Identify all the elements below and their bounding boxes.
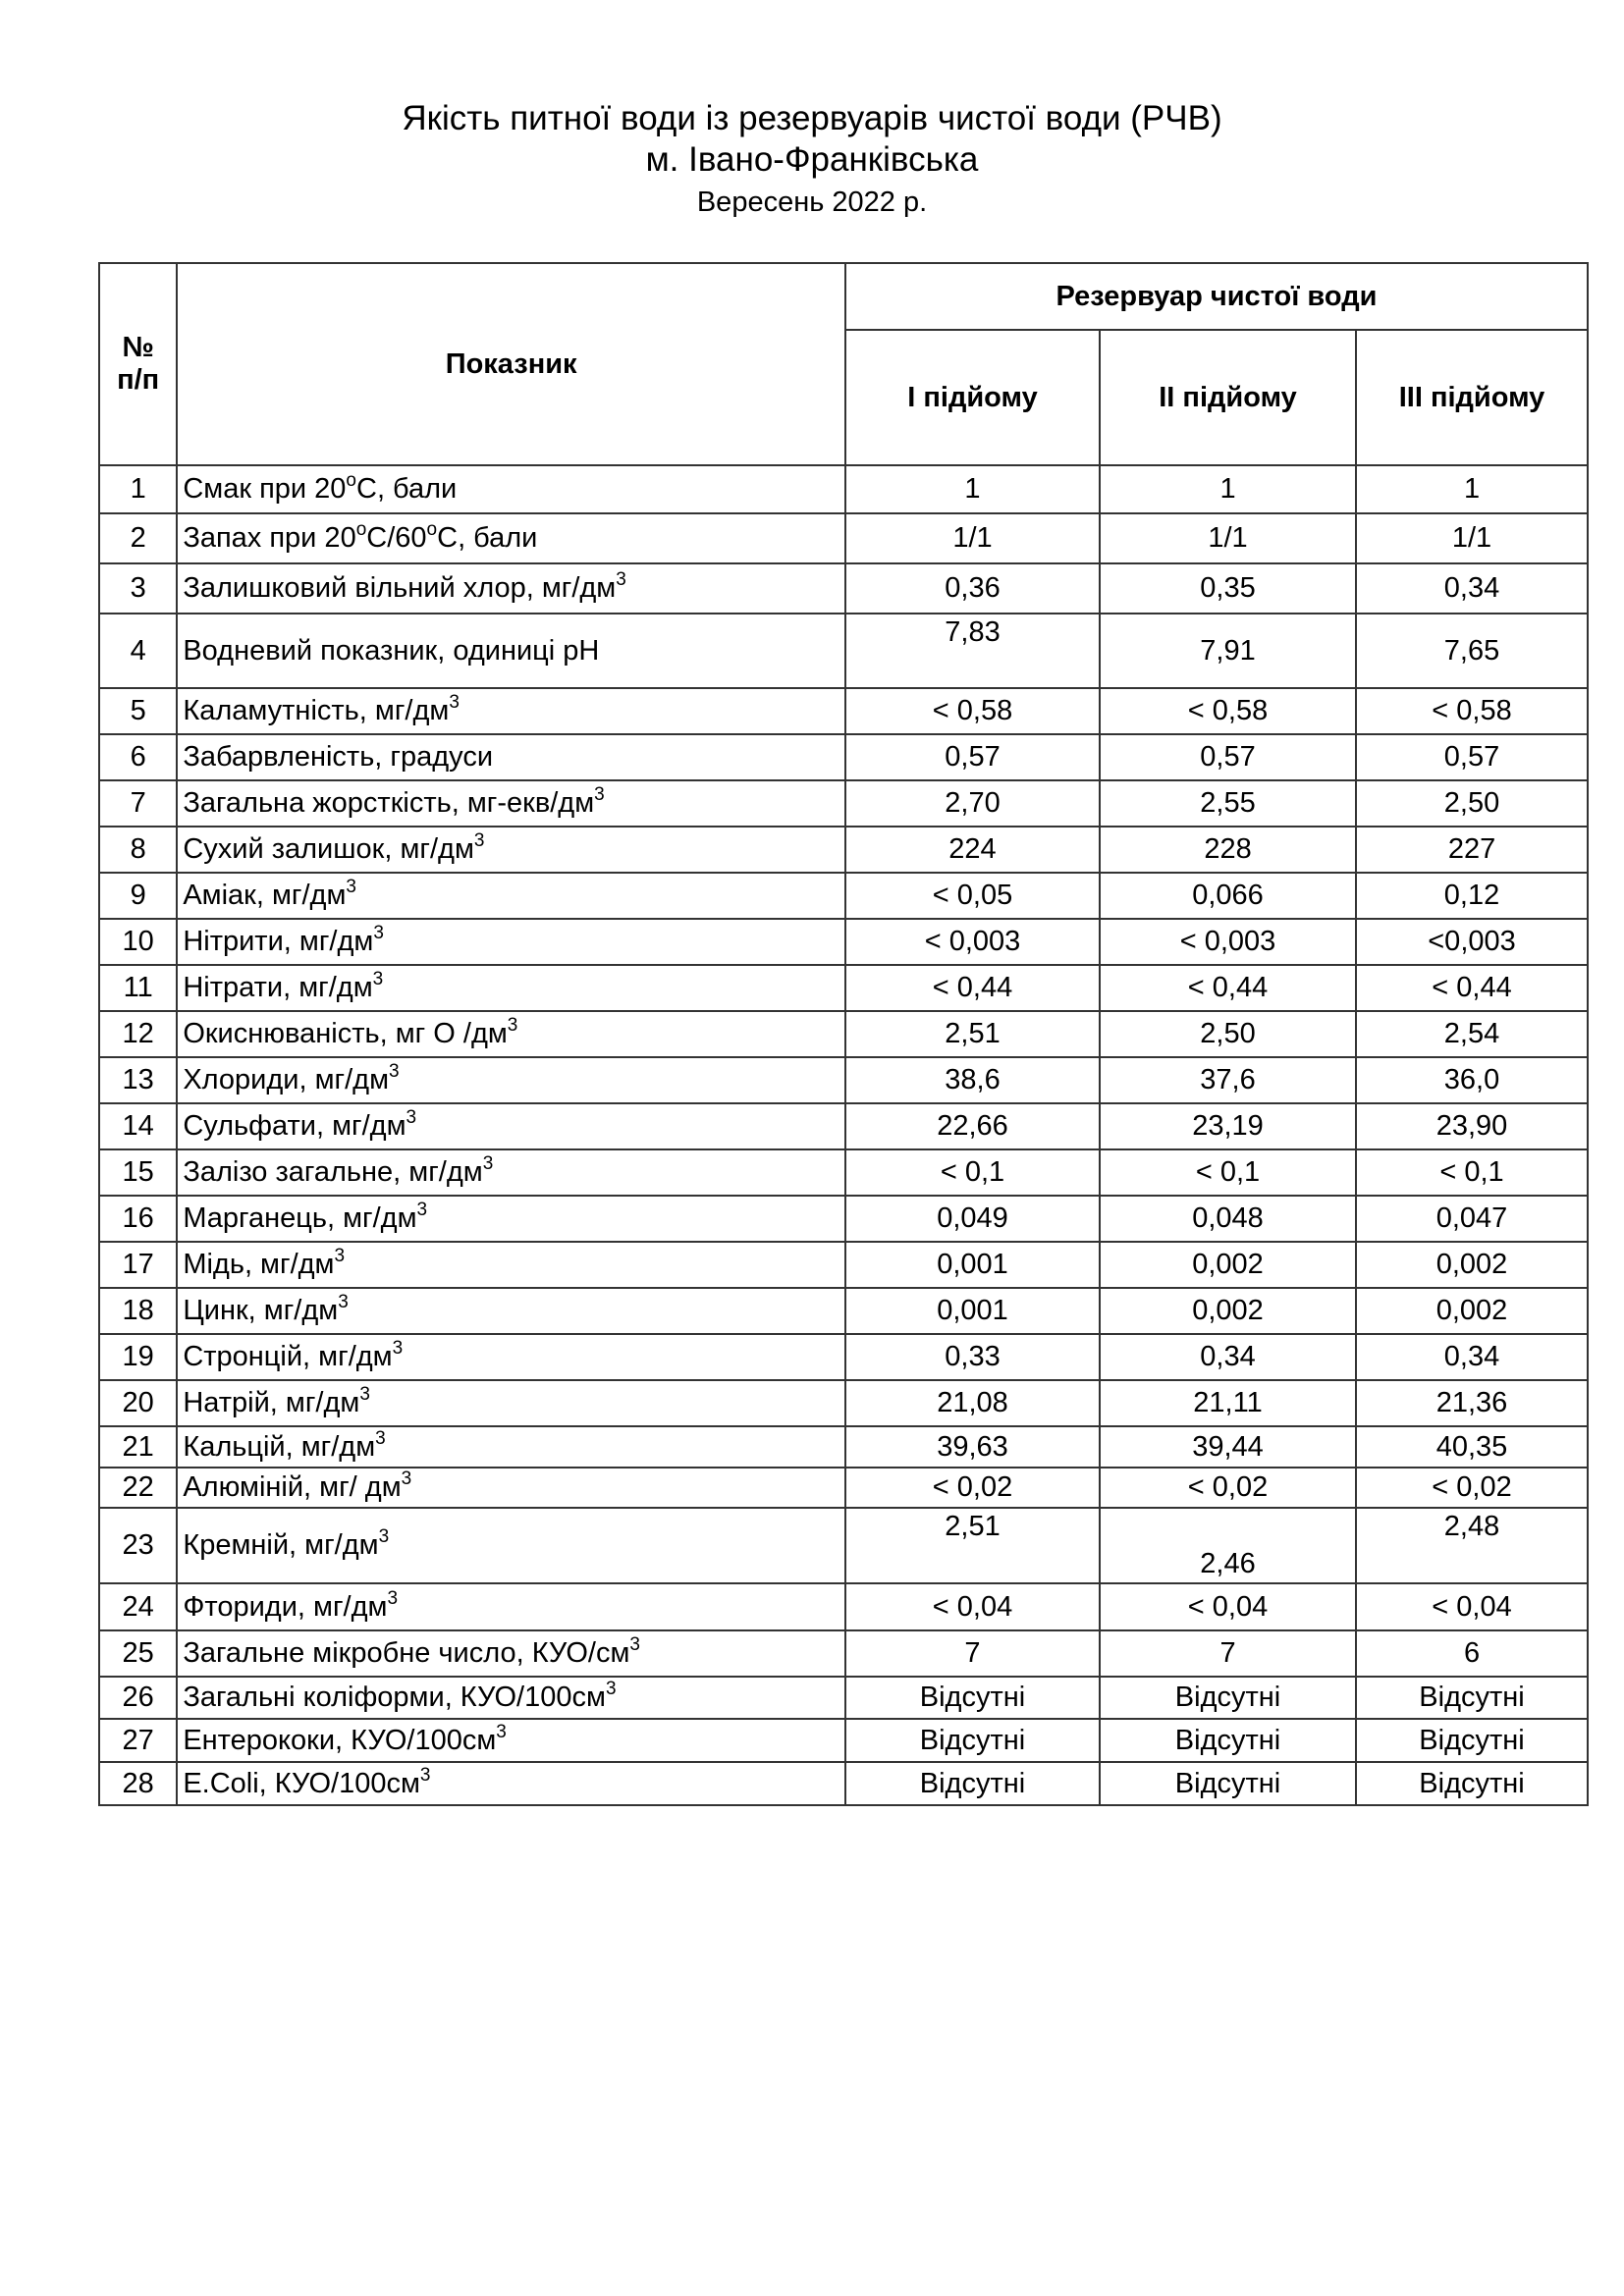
table-row [99, 1762, 1588, 1805]
row-indicator: Цинк, $мг/дм^3$ [177, 1288, 845, 1334]
column-group-reservoir: Резервуар чистої води [845, 263, 1588, 330]
row-number: 7 [99, 780, 177, 827]
row-value-lift-1: 0,049 [845, 1196, 1100, 1242]
row-number: 26 [99, 1677, 177, 1719]
document-city: м. Івано-Франківська [645, 140, 979, 179]
row-value-lift-1: 7 [845, 1630, 1100, 1677]
row-value-lift-2: < 0,02 [1100, 1468, 1356, 1508]
row-value-lift-3: 0,12 [1356, 873, 1588, 919]
row-value-lift-1: 39,63 [845, 1426, 1100, 1468]
row-value-lift-1: Відсутні [845, 1677, 1100, 1719]
row-value-lift-1: Відсутні [845, 1762, 1100, 1805]
table-row [99, 1677, 1588, 1719]
row-value-lift-2: 0,35 [1100, 563, 1356, 614]
row-value-lift-1: 1 [845, 465, 1100, 513]
row-value-lift-1: 0,36 [845, 563, 1100, 614]
table-row [99, 873, 1588, 919]
row-indicator: Залізо загальне, $мг/дм^3$ [177, 1149, 845, 1196]
table-row [99, 919, 1588, 965]
table-row [99, 513, 1588, 563]
row-value-lift-1: < 0,02 [845, 1468, 1100, 1508]
table-row [99, 1288, 1588, 1334]
row-value-lift-1: < 0,04 [845, 1583, 1100, 1630]
row-number: 20 [99, 1380, 177, 1426]
table-row [99, 1149, 1588, 1196]
row-number: 3 [99, 563, 177, 614]
row-indicator: Каламутність, $мг/дм^3$ [177, 688, 845, 734]
row-value-lift-1: 22,66 [845, 1103, 1100, 1149]
row-value-lift-2: 1/1 [1100, 513, 1356, 563]
row-value-lift-2: 39,44 [1100, 1426, 1356, 1468]
water-quality-table [98, 262, 1589, 1806]
row-number: 19 [99, 1334, 177, 1380]
row-value-lift-3: Відсутні [1356, 1762, 1588, 1805]
row-value-lift-3: 36,0 [1356, 1057, 1588, 1103]
number-abbrev: п/п [117, 364, 160, 396]
row-number: 10 [99, 919, 177, 965]
row-indicator: Забарвленість, градуси [177, 734, 845, 780]
row-indicator: E.Coli, КУО/$100см^3$ [177, 1762, 845, 1805]
row-value-lift-3: < 0,1 [1356, 1149, 1588, 1196]
row-value-lift-3: 2,54 [1356, 1011, 1588, 1057]
row-indicator: Смак при 20$^o$С, бали [177, 465, 845, 513]
row-value-lift-2: 2,50 [1100, 1011, 1356, 1057]
row-value-lift-3: 40,35 [1356, 1426, 1588, 1468]
table-row [99, 1468, 1588, 1508]
row-value-lift-1: 0,001 [845, 1242, 1100, 1288]
row-value-lift-3: 227 [1356, 827, 1588, 873]
row-number: 9 [99, 873, 177, 919]
row-value-lift-3: 23,90 [1356, 1103, 1588, 1149]
row-value-lift-3: < 0,02 [1356, 1468, 1588, 1508]
row-value-lift-1: 0,57 [845, 734, 1100, 780]
row-value-lift-2: 0,066 [1100, 873, 1356, 919]
row-value-lift-2: 7,91 [1100, 614, 1356, 688]
row-value-lift-3: Відсутні [1356, 1719, 1588, 1762]
row-value-lift-3: 0,002 [1356, 1288, 1588, 1334]
row-value-lift-2: 0,002 [1100, 1242, 1356, 1288]
row-number: 18 [99, 1288, 177, 1334]
row-number: 15 [99, 1149, 177, 1196]
row-value-lift-2: 2,46 [1100, 1508, 1356, 1583]
row-value-lift-1: < 0,58 [845, 688, 1100, 734]
row-indicator: Стронцій, $мг/дм^3$ [177, 1334, 845, 1380]
row-value-lift-3: 0,34 [1356, 563, 1588, 614]
row-indicator: Сухий залишок, $мг/дм^3$ [177, 827, 845, 873]
row-value-lift-3: 2,50 [1356, 780, 1588, 827]
row-number: 24 [99, 1583, 177, 1630]
row-value-lift-1: 7,83 [845, 614, 1100, 688]
row-value-lift-1: 2,51 [845, 1011, 1100, 1057]
row-value-lift-1: < 0,003 [845, 919, 1100, 965]
row-number: 14 [99, 1103, 177, 1149]
row-number: 27 [99, 1719, 177, 1762]
table-body [99, 465, 1588, 1805]
table-row [99, 1334, 1588, 1380]
document-header [0, 98, 1624, 222]
row-value-lift-1: Відсутні [845, 1719, 1100, 1762]
row-value-lift-2: 0,048 [1100, 1196, 1356, 1242]
row-value-lift-2: < 0,1 [1100, 1149, 1356, 1196]
row-indicator: Натрій, $мг/дм^3$ [177, 1380, 845, 1426]
row-value-lift-2: 0,002 [1100, 1288, 1356, 1334]
row-number: 25 [99, 1630, 177, 1677]
table-row [99, 1103, 1588, 1149]
row-value-lift-2: < 0,58 [1100, 688, 1356, 734]
row-value-lift-2: Відсутні [1100, 1762, 1356, 1805]
table-row [99, 563, 1588, 614]
row-value-lift-2: 7 [1100, 1630, 1356, 1677]
row-indicator: Марганець, $мг/дм^3$ [177, 1196, 845, 1242]
row-value-lift-1: 0,33 [845, 1334, 1100, 1380]
row-indicator: Мідь, $мг/дм^3$ [177, 1242, 845, 1288]
row-value-lift-1: 2,70 [845, 780, 1100, 827]
row-value-lift-2: 0,34 [1100, 1334, 1356, 1380]
row-value-lift-3: 6 [1356, 1630, 1588, 1677]
row-number: 17 [99, 1242, 177, 1288]
table-row [99, 1426, 1588, 1468]
row-value-lift-1: < 0,1 [845, 1149, 1100, 1196]
row-number: 22 [99, 1468, 177, 1508]
row-value-lift-1: < 0,44 [845, 965, 1100, 1011]
row-indicator: Водневий показник, одиниці pH [177, 614, 845, 688]
row-number: 8 [99, 827, 177, 873]
table-row [99, 965, 1588, 1011]
row-indicator: Аміак, $мг/дм^3$ [177, 873, 845, 919]
row-value-lift-3: Відсутні [1356, 1677, 1588, 1719]
row-indicator: Окиснюваність, мг О $/дм^3$ [177, 1011, 845, 1057]
row-indicator: Залишковий вільний хлор, $мг/дм^3$ [177, 563, 845, 614]
row-number: 5 [99, 688, 177, 734]
row-value-lift-3: 0,34 [1356, 1334, 1588, 1380]
row-value-lift-1: 0,001 [845, 1288, 1100, 1334]
row-indicator: Сульфати, $мг/дм^3$ [177, 1103, 845, 1149]
row-number: 1 [99, 465, 177, 513]
row-value-lift-2: < 0,04 [1100, 1583, 1356, 1630]
table-row [99, 1196, 1588, 1242]
row-number: 23 [99, 1508, 177, 1583]
row-indicator: Загальне мікробне число, КУО/$см^3$ [177, 1630, 845, 1677]
number-sign: № [122, 332, 154, 363]
column-header-lift-2: ІІ підйому [1100, 330, 1356, 465]
row-number: 11 [99, 965, 177, 1011]
row-number: 6 [99, 734, 177, 780]
row-value-lift-3: < 0,58 [1356, 688, 1588, 734]
row-number: 4 [99, 614, 177, 688]
row-value-lift-2: Відсутні [1100, 1677, 1356, 1719]
row-indicator: Хлориди, $мг/дм^3$ [177, 1057, 845, 1103]
table-row [99, 1380, 1588, 1426]
row-value-lift-3: 2,48 [1356, 1508, 1588, 1583]
row-value-lift-3: <0,003 [1356, 919, 1588, 965]
column-header-lift-3: ІІІ підйому [1356, 330, 1588, 465]
row-value-lift-1: 21,08 [845, 1380, 1100, 1426]
row-value-lift-1: 2,51 [845, 1508, 1100, 1583]
table-row [99, 1057, 1588, 1103]
table-row [99, 688, 1588, 734]
row-indicator: Загальна жорсткість, $мг-екв/дм^3$ [177, 780, 845, 827]
row-value-lift-3: < 0,04 [1356, 1583, 1588, 1630]
row-value-lift-1: 1/1 [845, 513, 1100, 563]
table-row [99, 1583, 1588, 1630]
column-header-number [99, 263, 177, 465]
row-number: 2 [99, 513, 177, 563]
table-row [99, 1011, 1588, 1057]
row-value-lift-2: 228 [1100, 827, 1356, 873]
table-row [99, 734, 1588, 780]
document-title: Якість питної води із резервуарів чистої води (РЧВ) [402, 99, 1222, 137]
table-row [99, 1630, 1588, 1677]
row-value-lift-1: 38,6 [845, 1057, 1100, 1103]
row-value-lift-1: 224 [845, 827, 1100, 873]
row-number: 21 [99, 1426, 177, 1468]
row-indicator: Загальні коліформи, КУО/$100см^3$ [177, 1677, 845, 1719]
row-value-lift-2: Відсутні [1100, 1719, 1356, 1762]
document-period: Вересень 2022 р. [696, 187, 928, 218]
row-value-lift-3: 21,36 [1356, 1380, 1588, 1426]
row-value-lift-2: 21,11 [1100, 1380, 1356, 1426]
table-row [99, 827, 1588, 873]
row-indicator: Нітрити, $мг/дм^3$ [177, 919, 845, 965]
row-value-lift-3: 0,002 [1356, 1242, 1588, 1288]
row-value-lift-2: < 0,44 [1100, 965, 1356, 1011]
row-indicator: Ентерококи, КУО/$100см^3$ [177, 1719, 845, 1762]
row-value-lift-2: 0,57 [1100, 734, 1356, 780]
row-value-lift-2: < 0,003 [1100, 919, 1356, 965]
row-number: 28 [99, 1762, 177, 1805]
table-row [99, 1242, 1588, 1288]
row-value-lift-3: 7,65 [1356, 614, 1588, 688]
row-indicator: Нітрати, $мг/дм^3$ [177, 965, 845, 1011]
column-header-indicator: Показник [177, 263, 845, 465]
row-number: 12 [99, 1011, 177, 1057]
column-header-lift-1: І підйому [845, 330, 1100, 465]
table-row [99, 465, 1588, 513]
row-indicator: Кальцій, $мг/дм^3$ [177, 1426, 845, 1468]
row-value-lift-3: 0,047 [1356, 1196, 1588, 1242]
row-value-lift-2: 1 [1100, 465, 1356, 513]
row-indicator: Кремній, $мг/дм^3$ [177, 1508, 845, 1583]
row-value-lift-3: 0,57 [1356, 734, 1588, 780]
row-indicator: Алюміній, мг/ $дм^3$ [177, 1468, 845, 1508]
row-indicator: Запах при 20$^o$С/60$^o$С, бали [177, 513, 845, 563]
table-row [99, 1508, 1588, 1583]
table-row [99, 1719, 1588, 1762]
row-number: 16 [99, 1196, 177, 1242]
row-indicator: Фториди, $мг/дм^3$ [177, 1583, 845, 1630]
row-value-lift-3: 1/1 [1356, 513, 1588, 563]
row-number: 13 [99, 1057, 177, 1103]
table-row [99, 614, 1588, 688]
row-value-lift-1: < 0,05 [845, 873, 1100, 919]
row-value-lift-3: < 0,44 [1356, 965, 1588, 1011]
table-row [99, 780, 1588, 827]
row-value-lift-2: 2,55 [1100, 780, 1356, 827]
row-value-lift-2: 23,19 [1100, 1103, 1356, 1149]
row-value-lift-3: 1 [1356, 465, 1588, 513]
row-value-lift-2: 37,6 [1100, 1057, 1356, 1103]
